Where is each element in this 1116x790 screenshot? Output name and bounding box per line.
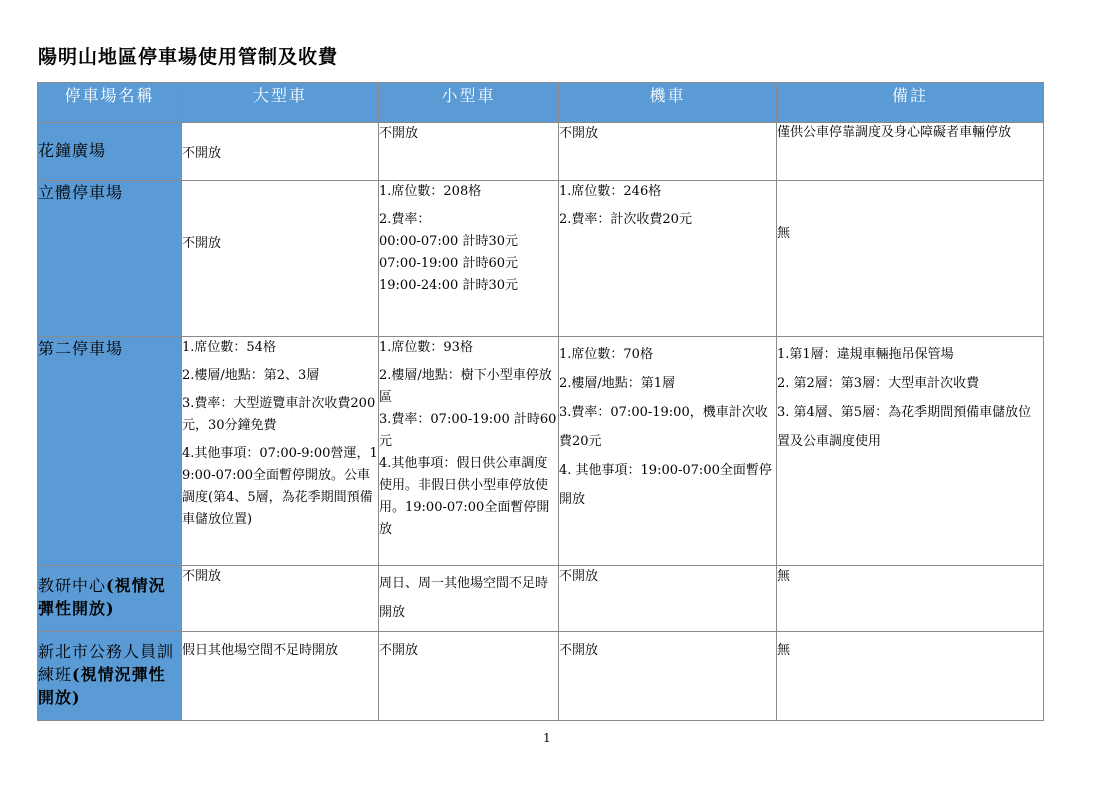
cell-large	[182, 337, 379, 566]
header-large: 大型車	[182, 83, 379, 123]
row-name-note: (視情況彈性開放)	[38, 665, 166, 707]
table-row	[38, 123, 1044, 181]
cell-line: 不開放	[182, 569, 222, 584]
cell-line: 2. 第2層：第3層：大型車計次收費	[777, 376, 980, 391]
cell-line: 不開放	[559, 643, 599, 658]
cell-line: 2.樓層/地點：第2、3層	[182, 368, 320, 383]
cell-line: 3.費率：07:00-19:00，機車計次收費20元	[559, 405, 768, 449]
parking-table	[37, 82, 1044, 721]
cell-large	[182, 181, 379, 337]
cell-large	[182, 632, 379, 721]
cell-line: 不開放	[182, 236, 222, 251]
cell-large	[182, 566, 379, 632]
cell-line: 不開放	[182, 146, 222, 161]
cell-small	[379, 181, 559, 337]
cell-line: 3. 第4層、第5層：為花季期間預備車儲放位置及公車調度使用	[777, 405, 1032, 449]
cell-line: 1.席位數：93格	[379, 340, 473, 355]
cell-line: 1.第1層：違規車輛拖吊保管場	[777, 347, 954, 362]
cell-note	[777, 337, 1044, 566]
cell-line: 2.樓層/地點：第1層	[559, 376, 676, 391]
cell-line: 2.樓層/地點：樹下小型車停放區	[379, 368, 552, 405]
cell-line: 3.費率：07:00-19:00 計時60元	[379, 412, 557, 449]
cell-line: 4.其他事項：07:00-9:00營運，19:00-07:00全面暫停開放。公車調度(第4、5層，為花季期間預備車儲放位置)	[182, 446, 378, 527]
row-name	[38, 566, 182, 632]
cell-line: 無	[777, 643, 791, 658]
cell-moto	[559, 181, 777, 337]
cell-line: 不開放	[379, 643, 419, 658]
row-name-text: 教研中心	[38, 576, 107, 595]
page-number: 1	[543, 731, 551, 745]
cell-line: 3.費率：大型遊覽車計次收費200元，30分鐘免費	[182, 396, 376, 433]
cell-line: 不開放	[379, 126, 419, 141]
header-moto: 機車	[559, 83, 777, 123]
row-name	[38, 632, 182, 721]
cell-line: 無	[777, 569, 791, 584]
cell-note	[777, 181, 1044, 337]
row-name-text: 新北市公務人員訓練班	[38, 642, 175, 684]
header-small: 小型車	[379, 83, 559, 123]
header-name: 停車場名稱	[38, 83, 182, 123]
cell-line: 4.其他事項：假日供公車調度使用。非假日供小型車停放使用。19:00-07:00全面暫停開放	[379, 456, 550, 537]
header-note: 備註	[777, 83, 1044, 123]
row-name: 立體停車場	[38, 181, 182, 337]
cell-small	[379, 632, 559, 721]
cell-moto	[559, 566, 777, 632]
table-row	[38, 566, 1044, 632]
cell-small	[379, 337, 559, 566]
row-name: 花鐘廣場	[38, 123, 182, 181]
cell-large	[182, 123, 379, 181]
cell-line: 不開放	[559, 126, 599, 141]
cell-line: 僅供公車停靠調度及身心障礙者車輛停放	[777, 125, 1012, 140]
page-title: 陽明山地區停車場使用管制及收費	[38, 46, 339, 68]
cell-line: 1.席位數：54格	[182, 340, 276, 355]
cell-small	[379, 123, 559, 181]
cell-moto	[559, 632, 777, 721]
table-row	[38, 181, 1044, 337]
cell-line: 假日其他場空間不足時開放	[182, 643, 339, 658]
row-name-note: (視情況彈性開放)	[38, 576, 166, 618]
cell-line: 1.席位數：208格	[379, 184, 482, 199]
cell-line: 不開放	[559, 569, 599, 584]
cell-note	[777, 123, 1044, 181]
cell-line: 1.席位數：70格	[559, 347, 653, 362]
cell-line: 4. 其他事項：19:00-07:00全面暫停開放	[559, 463, 772, 507]
cell-line: 1.席位數：246格	[559, 184, 662, 199]
cell-line: 19:00-24:00 計時30元	[379, 278, 518, 293]
cell-line: 00:00-07:00 計時30元	[379, 234, 518, 249]
cell-note	[777, 632, 1044, 721]
cell-line: 07:00-19:00 計時60元	[379, 256, 518, 271]
table-row	[38, 632, 1044, 721]
header-row	[38, 83, 1044, 123]
cell-line: 無	[777, 226, 791, 241]
cell-line: 2.費率：	[379, 212, 431, 227]
cell-moto	[559, 123, 777, 181]
cell-note	[777, 566, 1044, 632]
cell-moto	[559, 337, 777, 566]
row-name: 第二停車場	[38, 337, 182, 566]
cell-line: 2.費率：計次收費20元	[559, 212, 692, 227]
cell-small	[379, 566, 559, 632]
table-row	[38, 337, 1044, 566]
cell-line: 周日、周一其他場空間不足時開放	[379, 576, 549, 620]
